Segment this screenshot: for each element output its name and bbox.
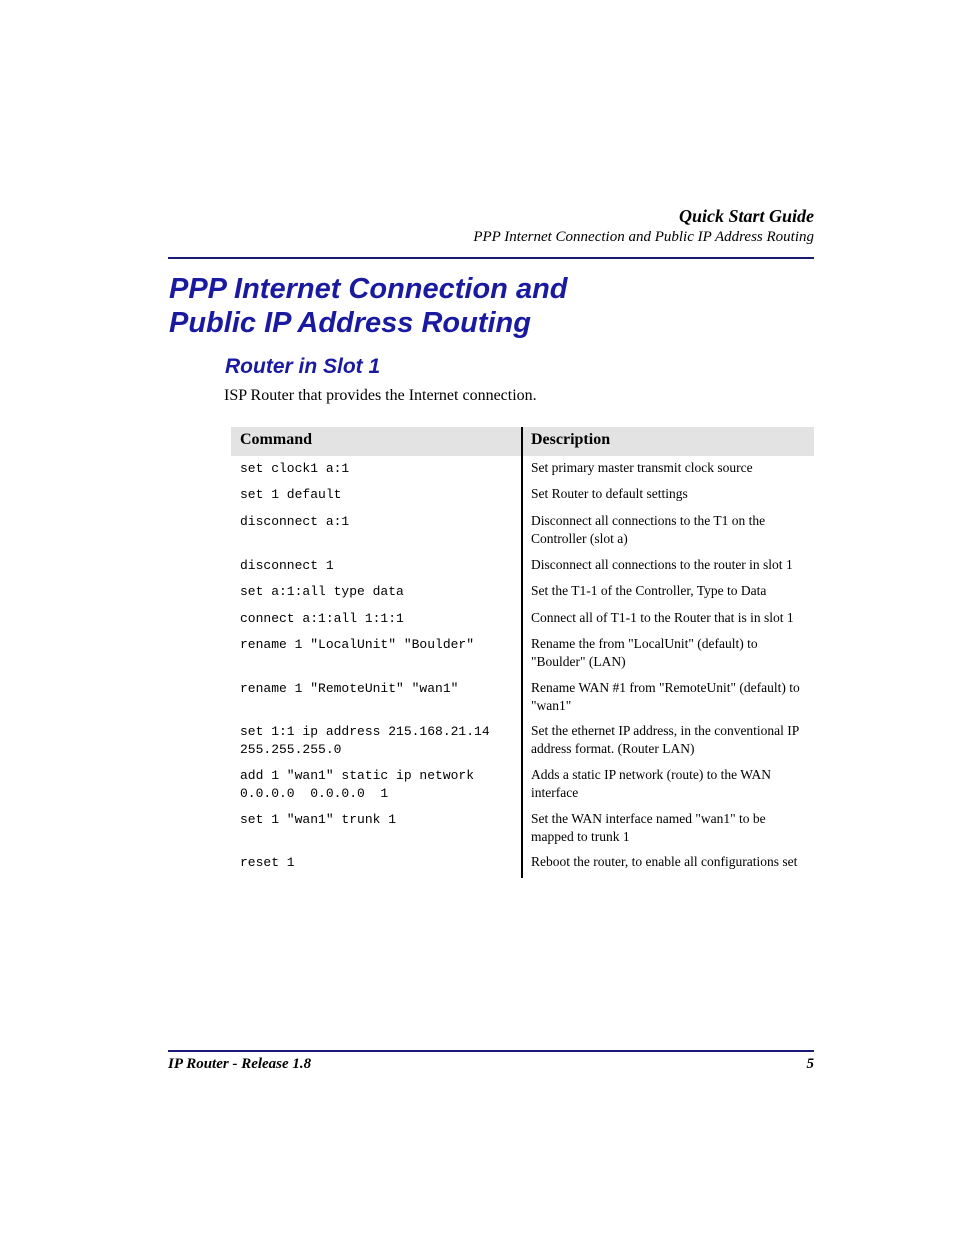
command-cell: disconnect a:1 — [240, 514, 350, 529]
running-header-title: Quick Start Guide — [678, 206, 814, 226]
command-cell: reset 1 — [240, 855, 295, 870]
description-cell: Connect all of T1-1 to the Router that is in slot 1 — [531, 610, 794, 625]
command-cell: disconnect 1 — [240, 558, 334, 573]
description-cell: Adds a static IP network (route) to the WAN interface — [531, 767, 771, 800]
description-cell: Set the ethernet IP address, in the conventional IP address format. (Router LAN) — [531, 723, 800, 756]
page-number: 5 — [806, 1056, 814, 1072]
header-command: Command — [240, 431, 313, 448]
header-rule — [168, 257, 814, 259]
command-cell: set 1 default — [240, 487, 342, 502]
footer-release: IP Router - Release 1.8 — [168, 1056, 312, 1072]
command-cell: set a:1:all type data — [240, 584, 404, 599]
running-header-subtitle: PPP Internet Connection and Public IP Address Routing — [473, 229, 814, 245]
command-table — [231, 427, 814, 879]
intro-text: ISP Router that provides the Internet connection. — [224, 387, 537, 404]
description-cell: Set the T1-1 of the Controller, Type to Data — [531, 583, 767, 598]
command-cell: rename 1 "LocalUnit" "Boulder" — [240, 637, 475, 652]
page-heading-line-1: PPP Internet Connection and — [169, 273, 568, 305]
command-cell: add 1 "wan1" static ip network 0.0.0.0 0.0.0.0 1 — [240, 768, 475, 801]
column-divider — [521, 427, 523, 878]
command-cell: set 1:1 ip address 215.168.21.14 255.255.255.0 — [240, 724, 490, 757]
description-cell: Rename the from "LocalUnit" (default) to "Boulder" (LAN) — [531, 636, 758, 669]
description-cell: Set primary master transmit clock source — [531, 460, 753, 475]
description-cell: Reboot the router, to enable all configurations set — [531, 854, 798, 869]
footer-rule — [168, 1050, 814, 1052]
description-cell: Disconnect all connections to the T1 on the Controller (slot a) — [531, 513, 766, 546]
description-cell: Rename WAN #1 from "RemoteUnit" (default) to "wan1" — [531, 680, 800, 713]
section-heading: Router in Slot 1 — [225, 355, 381, 378]
description-cell: Set Router to default settings — [531, 486, 688, 501]
description-cell: Disconnect all connections to the router in slot 1 — [531, 557, 793, 572]
page-heading — [169, 272, 568, 340]
command-cell: set clock1 a:1 — [240, 461, 350, 476]
page-heading-line-2: Public IP Address Routing — [169, 307, 531, 339]
command-cell: set 1 "wan1" trunk 1 — [240, 812, 397, 827]
header-description: Description — [531, 431, 611, 448]
description-cell: Set the WAN interface named "wan1" to be mapped to trunk 1 — [531, 811, 766, 844]
command-cell: connect a:1:all 1:1:1 — [240, 611, 404, 626]
command-cell: rename 1 "RemoteUnit" "wan1" — [240, 681, 459, 696]
